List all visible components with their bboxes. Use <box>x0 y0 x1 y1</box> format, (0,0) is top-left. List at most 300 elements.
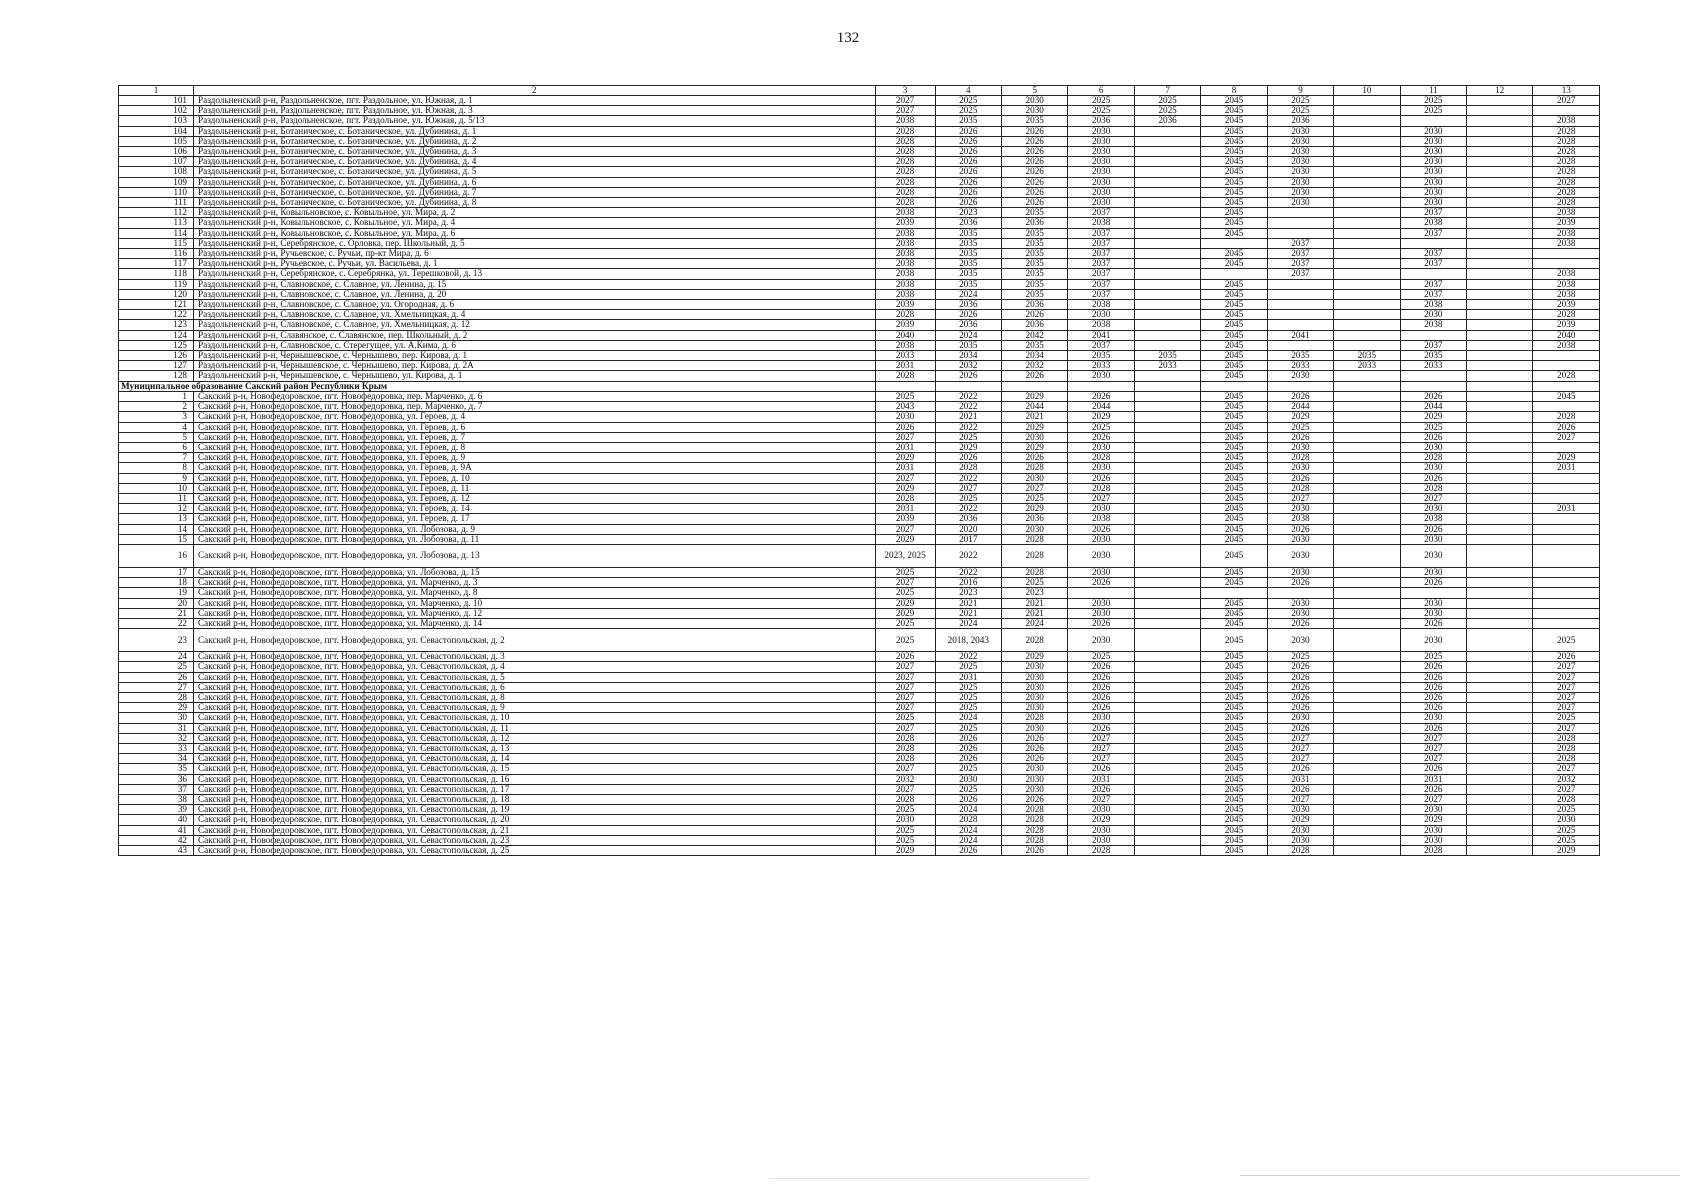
year-cell <box>1533 402 1600 412</box>
address-cell: Сакский р-н, Новофедоровское, пгт. Новофедоровка, ул. Героев, д. 6 <box>194 422 876 432</box>
year-cell: 2026 <box>1267 524 1333 534</box>
year-cell: 2025 <box>935 106 1001 116</box>
year-cell: 2026 <box>1001 167 1067 177</box>
year-cell: 2027 <box>875 432 935 442</box>
year-cell: 2045 <box>1533 391 1600 401</box>
year-cell: 2030 <box>1068 167 1134 177</box>
year-cell: 2030 <box>1068 835 1134 845</box>
year-cell: 2032 <box>1533 774 1600 784</box>
year-cell: 2026 <box>1267 784 1333 794</box>
year-cell: 2038 <box>1068 218 1134 228</box>
year-cell: 2016 <box>935 578 1001 588</box>
address-cell: Сакский р-н, Новофедоровское, пгт. Новофедоровка, пер. Марченко, д. 7 <box>194 402 876 412</box>
year-cell: 2023 <box>935 208 1001 218</box>
address-cell: Сакский р-н, Новофедоровское, пгт. Новофедоровка, ул. Севастопольская, д. 11 <box>194 723 876 733</box>
year-cell: 2026 <box>1400 764 1466 774</box>
year-cell <box>1134 764 1200 774</box>
year-cell: 10 <box>1334 86 1400 96</box>
year-cell <box>1533 588 1600 598</box>
year-cell: 2029 <box>935 442 1001 452</box>
year-cell: 2027 <box>875 473 935 483</box>
year-cell: 5 <box>1001 86 1067 96</box>
year-cell: 2030 <box>1400 177 1466 187</box>
year-cell <box>1134 147 1200 157</box>
year-cell <box>1334 289 1400 299</box>
year-cell: 2040 <box>875 330 935 340</box>
year-cell: 2030 <box>1267 825 1333 835</box>
row-number-cell: 105 <box>119 136 194 146</box>
year-cell: 2025 <box>1068 106 1134 116</box>
row-number-cell: 101 <box>119 96 194 106</box>
address-cell: Сакский р-н, Новофедоровское, пгт. Новофедоровка, ул. Севастопольская, д. 9 <box>194 703 876 713</box>
year-cell: 2035 <box>1001 116 1067 126</box>
year-cell: 2030 <box>1267 835 1333 845</box>
year-cell: 2026 <box>1068 764 1134 774</box>
year-cell <box>1134 463 1200 473</box>
year-cell <box>1134 514 1200 524</box>
table-row <box>119 544 1600 567</box>
address-cell: Сакский р-н, Новофедоровское, пгт. Новофедоровка, ул. Героев, д. 9А <box>194 463 876 473</box>
row-number-cell: 127 <box>119 361 194 371</box>
year-cell: 2025 <box>1533 805 1600 815</box>
year-cell <box>1334 483 1400 493</box>
year-cell: 2036 <box>1001 300 1067 310</box>
address-cell: Раздольненский р-н, Славновское, с. Славное, ул. Хмельницкая, д. 4 <box>194 310 876 320</box>
row-number-cell: 113 <box>119 218 194 228</box>
year-cell: 2045 <box>1201 330 1267 340</box>
year-cell: 2045 <box>1201 412 1267 422</box>
year-cell: 2038 <box>1267 514 1333 524</box>
year-cell: 2045 <box>1201 473 1267 483</box>
year-cell: 2022 <box>935 544 1001 567</box>
row-number-cell: 118 <box>119 269 194 279</box>
year-cell: 2021 <box>1001 598 1067 608</box>
table-row <box>119 567 1600 577</box>
year-cell <box>1467 825 1533 835</box>
year-cell: 2026 <box>1001 733 1067 743</box>
year-cell <box>1334 157 1400 167</box>
year-cell: 2045 <box>1201 733 1267 743</box>
year-cell: 2045 <box>1201 608 1267 618</box>
year-cell: 2030 <box>1001 672 1067 682</box>
row-number-cell: 124 <box>119 330 194 340</box>
year-cell <box>1334 504 1400 514</box>
year-cell: 2025 <box>1134 96 1200 106</box>
empty-cell <box>1334 381 1400 391</box>
year-cell <box>1467 106 1533 116</box>
year-cell: 2035 <box>1001 269 1067 279</box>
table-row <box>119 412 1600 422</box>
year-cell: 2038 <box>1400 300 1466 310</box>
year-cell: 2035 <box>935 259 1001 269</box>
year-cell <box>1467 422 1533 432</box>
year-cell: 2026 <box>935 136 1001 146</box>
year-cell <box>1533 259 1600 269</box>
year-cell: 2028 <box>1001 825 1067 835</box>
year-cell <box>1134 177 1200 187</box>
address-cell: Сакский р-н, Новофедоровское, пгт. Новофедоровка, ул. Севастопольская, д. 20 <box>194 815 876 825</box>
year-cell: 2027 <box>875 764 935 774</box>
table-row <box>119 279 1600 289</box>
year-cell: 2027 <box>1533 723 1600 733</box>
year-cell: 2030 <box>1068 310 1134 320</box>
year-cell <box>1334 805 1400 815</box>
year-cell: 2030 <box>1068 825 1134 835</box>
year-cell: 2044 <box>1068 402 1134 412</box>
table-row <box>119 774 1600 784</box>
year-cell <box>1134 493 1200 503</box>
year-cell: 2026 <box>935 177 1001 187</box>
year-cell: 2025 <box>1400 652 1466 662</box>
table-row <box>119 473 1600 483</box>
year-cell: 2028 <box>875 136 935 146</box>
row-number-cell: 18 <box>119 578 194 588</box>
row-number-cell: 41 <box>119 825 194 835</box>
year-cell <box>1467 351 1533 361</box>
year-cell <box>1533 608 1600 618</box>
year-cell: 2039 <box>875 218 935 228</box>
year-cell <box>1467 463 1533 473</box>
year-cell: 2028 <box>875 754 935 764</box>
table-row <box>119 588 1600 598</box>
year-cell: 2026 <box>1001 198 1067 208</box>
year-cell: 2030 <box>1267 567 1333 577</box>
address-cell: Сакский р-н, Новофедоровское, пгт. Новофедоровка, ул. Севастопольская, д. 21 <box>194 825 876 835</box>
year-cell: 2024 <box>935 618 1001 628</box>
year-cell: 2026 <box>1400 692 1466 702</box>
year-cell: 2017 <box>935 534 1001 544</box>
year-cell <box>1334 682 1400 692</box>
year-cell <box>1134 187 1200 197</box>
year-cell <box>1267 218 1333 228</box>
row-number-cell: 107 <box>119 157 194 167</box>
year-cell: 2032 <box>1001 361 1067 371</box>
year-cell: 2031 <box>1533 504 1600 514</box>
year-cell: 2036 <box>935 300 1001 310</box>
table-row <box>119 835 1600 845</box>
year-cell: 2028 <box>875 167 935 177</box>
year-cell: 2026 <box>935 157 1001 167</box>
year-cell <box>1134 259 1200 269</box>
address-cell: Сакский р-н, Новофедоровское, пгт. Новофедоровка, ул. Лобозова, д. 11 <box>194 534 876 544</box>
row-number-cell: 4 <box>119 422 194 432</box>
year-cell: 2035 <box>1134 351 1200 361</box>
year-cell: 2026 <box>935 167 1001 177</box>
year-cell: 2026 <box>935 126 1001 136</box>
row-number-cell: 103 <box>119 116 194 126</box>
year-cell <box>1467 453 1533 463</box>
year-cell <box>1467 754 1533 764</box>
year-cell: 2038 <box>1533 279 1600 289</box>
year-cell: 2026 <box>1267 723 1333 733</box>
year-cell <box>1334 96 1400 106</box>
year-cell <box>1134 269 1200 279</box>
scan-edge-line <box>1240 1175 1680 1176</box>
year-cell <box>1334 310 1400 320</box>
year-cell: 2038 <box>1533 289 1600 299</box>
year-cell: 2026 <box>1400 391 1466 401</box>
year-cell: 2037 <box>1400 249 1466 259</box>
year-cell: 2023 <box>935 588 1001 598</box>
year-cell: 2026 <box>1001 187 1067 197</box>
year-cell: 2045 <box>1201 567 1267 577</box>
year-cell <box>1334 544 1400 567</box>
year-cell: 2045 <box>1201 320 1267 330</box>
year-cell: 2045 <box>1201 136 1267 146</box>
year-cell: 2026 <box>1400 682 1466 692</box>
year-cell <box>1334 672 1400 682</box>
year-cell: 2025 <box>1533 713 1600 723</box>
address-cell: Сакский р-н, Новофедоровское, пгт. Новофедоровка, ул. Севастопольская, д. 18 <box>194 795 876 805</box>
year-cell: 2038 <box>1533 269 1600 279</box>
year-cell: 2045 <box>1201 96 1267 106</box>
year-cell: 2025 <box>935 723 1001 733</box>
year-cell: 2028 <box>1068 846 1134 856</box>
address-cell: Раздольненский р-н, Чернышевское, с. Чернышево, пер. Кирова, д. 1 <box>194 351 876 361</box>
year-cell: 2037 <box>1400 340 1466 350</box>
year-cell: 2026 <box>1068 703 1134 713</box>
empty-cell <box>935 381 1001 391</box>
table-row <box>119 238 1600 248</box>
year-cell: 2030 <box>1068 629 1134 652</box>
year-cell: 2021 <box>1001 608 1067 618</box>
table-row <box>119 578 1600 588</box>
address-cell: Раздольненский р-н, Ковыльновское, с. Ковыльное, ул. Мира, д. 2 <box>194 208 876 218</box>
row-number-cell: 42 <box>119 835 194 845</box>
year-cell <box>1533 618 1600 628</box>
year-cell: 2039 <box>875 320 935 330</box>
year-cell <box>1467 279 1533 289</box>
year-cell: 2045 <box>1201 784 1267 794</box>
year-cell: 2029 <box>875 598 935 608</box>
year-cell: 2030 <box>1400 442 1466 452</box>
year-cell: 2025 <box>875 391 935 401</box>
table-row <box>119 598 1600 608</box>
year-cell <box>1334 598 1400 608</box>
table-row <box>119 157 1600 167</box>
year-cell: 2028 <box>1001 713 1067 723</box>
year-cell: 2025 <box>935 703 1001 713</box>
year-cell: 3 <box>875 86 935 96</box>
year-cell: 2024 <box>935 330 1001 340</box>
year-cell: 2026 <box>1001 846 1067 856</box>
year-cell <box>1467 391 1533 401</box>
year-cell: 2028 <box>1001 815 1067 825</box>
year-cell: 2027 <box>1068 493 1134 503</box>
address-cell: Раздольненский р-н, Ботаническое, с. Ботаническое, ул. Дубинина, д. 7 <box>194 187 876 197</box>
year-cell <box>1134 402 1200 412</box>
year-cell: 2027 <box>875 682 935 692</box>
year-cell <box>1134 733 1200 743</box>
year-cell <box>1334 723 1400 733</box>
year-cell: 4 <box>935 86 1001 96</box>
year-cell <box>1334 167 1400 177</box>
year-cell: 2029 <box>875 453 935 463</box>
year-cell: 2035 <box>935 228 1001 238</box>
year-cell <box>1134 567 1200 577</box>
year-cell <box>1334 567 1400 577</box>
year-cell <box>1134 795 1200 805</box>
year-cell: 2025 <box>875 629 935 652</box>
row-number-cell: 1 <box>119 86 194 96</box>
year-cell <box>1334 147 1400 157</box>
year-cell <box>1134 784 1200 794</box>
year-cell <box>1134 483 1200 493</box>
table-body <box>119 86 1600 856</box>
year-cell: 2045 <box>1201 198 1267 208</box>
year-cell: 2030 <box>1267 177 1333 187</box>
year-cell: 2028 <box>1267 453 1333 463</box>
year-cell: 2026 <box>935 371 1001 381</box>
year-cell <box>1467 514 1533 524</box>
row-number-cell: 39 <box>119 805 194 815</box>
year-cell <box>1134 320 1200 330</box>
year-cell: 2030 <box>1001 723 1067 733</box>
year-cell <box>1334 208 1400 218</box>
year-cell: 2026 <box>935 310 1001 320</box>
year-cell: 2030 <box>1001 524 1067 534</box>
empty-cell <box>1267 381 1333 391</box>
year-cell: 2030 <box>1267 147 1333 157</box>
year-cell: 2032 <box>875 774 935 784</box>
address-cell: Раздольненский р-н, Славновское, с. Славное, ул. Ленина, д. 20 <box>194 289 876 299</box>
year-cell: 2025 <box>1533 629 1600 652</box>
row-number-cell: 40 <box>119 815 194 825</box>
year-cell <box>1334 391 1400 401</box>
year-cell <box>1467 774 1533 784</box>
address-cell: Сакский р-н, Новофедоровское, пгт. Новофедоровка, ул. Героев, д. 9 <box>194 453 876 463</box>
year-cell <box>1467 795 1533 805</box>
year-cell <box>1134 208 1200 218</box>
year-cell: 2035 <box>1001 228 1067 238</box>
year-cell <box>1334 126 1400 136</box>
year-cell: 2028 <box>1533 198 1600 208</box>
row-number-cell: 117 <box>119 259 194 269</box>
year-cell: 2026 <box>1001 743 1067 753</box>
year-cell <box>1467 167 1533 177</box>
address-cell: Сакский р-н, Новофедоровское, пгт. Новофедоровка, ул. Севастопольская, д. 16 <box>194 774 876 784</box>
year-cell: 2030 <box>1068 805 1134 815</box>
year-cell <box>1134 774 1200 784</box>
year-cell: 2030 <box>1267 504 1333 514</box>
year-cell: 2025 <box>1267 106 1333 116</box>
year-cell: 2030 <box>1400 126 1466 136</box>
year-cell <box>1533 493 1600 503</box>
year-cell <box>1334 238 1400 248</box>
year-cell <box>1533 544 1600 567</box>
year-cell: 2026 <box>1400 618 1466 628</box>
year-cell: 2030 <box>1068 126 1134 136</box>
row-number-cell: 43 <box>119 846 194 856</box>
year-cell: 2030 <box>1001 692 1067 702</box>
year-cell <box>1334 320 1400 330</box>
year-cell <box>1334 754 1400 764</box>
year-cell: 2030 <box>1400 167 1466 177</box>
year-cell <box>1467 238 1533 248</box>
year-cell: 2029 <box>1533 453 1600 463</box>
year-cell: 2038 <box>875 289 935 299</box>
year-cell: 2031 <box>1400 774 1466 784</box>
year-cell <box>1533 514 1600 524</box>
year-cell: 2030 <box>1068 544 1134 567</box>
table-row <box>119 167 1600 177</box>
section-title: Муниципальное образование Сакский район Республики Крым <box>119 381 876 391</box>
year-cell: 2045 <box>1201 629 1267 652</box>
year-cell: 2022 <box>935 391 1001 401</box>
year-cell <box>1467 672 1533 682</box>
year-cell: 2027 <box>1400 754 1466 764</box>
address-cell: Сакский р-н, Новофедоровское, пгт. Новофедоровка, ул. Марченко, д. 12 <box>194 608 876 618</box>
address-cell: Сакский р-н, Новофедоровское, пгт. Новофедоровка, ул. Марченко, д. 14 <box>194 618 876 628</box>
year-cell: 2021 <box>935 412 1001 422</box>
year-cell: 2045 <box>1201 504 1267 514</box>
address-cell: Раздольненский р-н, Славянское, с. Славянское, пер. Школьный, д. 2 <box>194 330 876 340</box>
year-cell <box>1134 279 1200 289</box>
year-cell: 2026 <box>1068 692 1134 702</box>
table-row <box>119 340 1600 350</box>
row-number-cell: 32 <box>119 733 194 743</box>
year-cell <box>1134 504 1200 514</box>
year-cell <box>1134 544 1200 567</box>
year-cell: 2025 <box>875 567 935 577</box>
year-cell: 2027 <box>1533 692 1600 702</box>
address-cell: Сакский р-н, Новофедоровское, пгт. Новофедоровка, ул. Севастопольская, д. 6 <box>194 682 876 692</box>
year-cell: 2038 <box>875 340 935 350</box>
year-cell: 2030 <box>1267 126 1333 136</box>
year-cell: 2025 <box>935 662 1001 672</box>
year-cell: 2037 <box>1267 238 1333 248</box>
year-cell: 2041 <box>1068 330 1134 340</box>
year-cell: 2022 <box>935 473 1001 483</box>
year-cell: 2039 <box>1533 300 1600 310</box>
address-cell: Раздольненский р-н, Серебрянское, с. Серебрянка, ул. Терешковой, д. 13 <box>194 269 876 279</box>
year-cell: 2030 <box>1267 167 1333 177</box>
year-cell: 2026 <box>1267 473 1333 483</box>
row-number-cell: 23 <box>119 629 194 652</box>
year-cell: 2025 <box>935 96 1001 106</box>
year-cell: 2036 <box>935 320 1001 330</box>
year-cell: 2036 <box>1001 218 1067 228</box>
year-cell: 2026 <box>1267 432 1333 442</box>
year-cell <box>1533 534 1600 544</box>
year-cell: 2030 <box>1068 713 1134 723</box>
year-cell <box>1334 340 1400 350</box>
year-cell: 2038 <box>875 228 935 238</box>
year-cell: 2028 <box>1533 754 1600 764</box>
address-cell: Раздольненский р-н, Ботаническое, с. Ботаническое, ул. Дубинина, д. 8 <box>194 198 876 208</box>
year-cell: 2022 <box>935 652 1001 662</box>
year-cell <box>1334 116 1400 126</box>
year-cell: 2025 <box>935 764 1001 774</box>
year-cell: 2025 <box>875 588 935 598</box>
year-cell: 2036 <box>1001 320 1067 330</box>
year-cell: 2029 <box>1267 815 1333 825</box>
table-row <box>119 116 1600 126</box>
year-cell: 2030 <box>1267 157 1333 167</box>
year-cell: 2031 <box>1068 774 1134 784</box>
year-cell <box>1134 672 1200 682</box>
year-cell: 2026 <box>1068 473 1134 483</box>
row-number-cell: 8 <box>119 463 194 473</box>
year-cell: 2026 <box>1001 453 1067 463</box>
year-cell: 2026 <box>935 733 1001 743</box>
year-cell: 2044 <box>1267 402 1333 412</box>
year-cell: 2045 <box>1201 116 1267 126</box>
year-cell <box>1267 588 1333 598</box>
year-cell: 2028 <box>875 147 935 157</box>
year-cell: 2030 <box>1068 567 1134 577</box>
year-cell: 2045 <box>1201 514 1267 524</box>
